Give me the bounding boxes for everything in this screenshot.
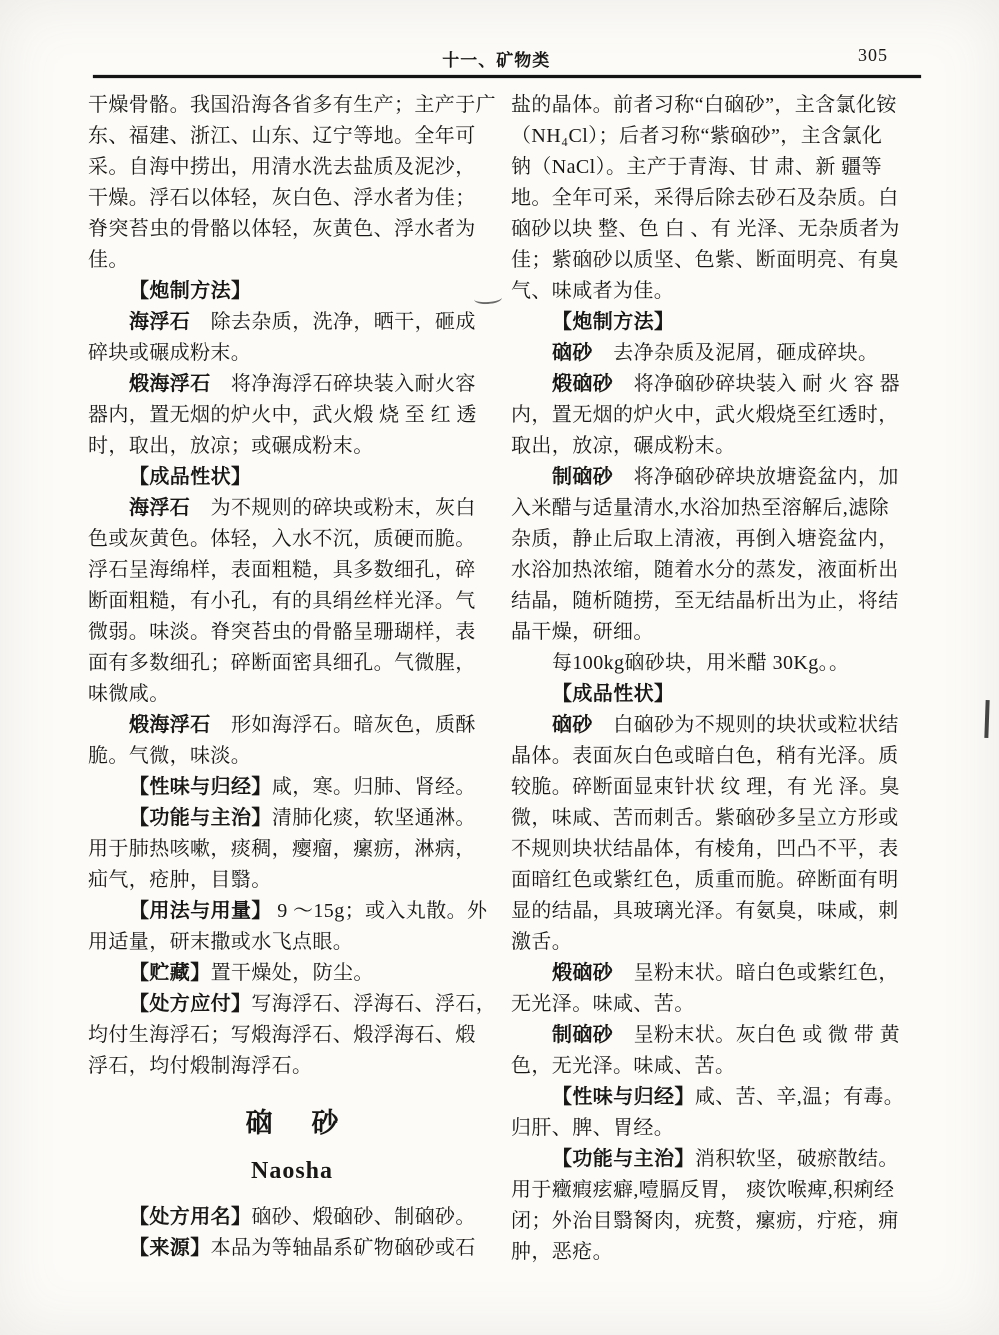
text-line: 面有多数细孔；碎断面密具细孔。气微腥， [88,652,476,674]
drug-name-heading: 硇 砂 [245,1108,345,1138]
text-line: 激舌。 [511,931,573,953]
page-number: 305 [858,45,888,65]
text-line: 【贮藏】置干燥处，防尘。 [129,962,374,984]
text-line: 疝气，疮肿，目翳。 [88,869,272,891]
text-line: 杂质，静止后取上清液，再倒入塘瓷盆内， [511,528,899,550]
text-line: 干燥。浮石以体轻，灰白色、浮水者为佳； [88,187,476,209]
text-line: 东、福建、浙江、山东、辽宁等地。全年可 [88,125,476,147]
text-line: 入米醋与适量清水,水浴加热至溶解后,滤除 [511,497,889,519]
text-line: 显的结晶，具玻璃光泽。有氨臭，味咸，刺 [511,900,899,922]
text-line: 【成品性状】 [129,466,252,488]
text-line: 煅海浮石 将净海浮石碎块装入耐火容 [129,373,476,395]
text-line: 浮石，均付煅制海浮石。 [88,1055,313,1077]
text-line: 内，置无烟的炉火中，武火煅烧至红透时， [511,404,899,426]
text-line: 肿，恶疮。 [511,1241,613,1263]
text-line: 干燥骨骼。我国沿海各省多有生产；主产于广 [88,94,496,116]
text-line: 【用法与用量】 9 ～15g；或入丸散。外 [129,900,488,922]
text-line: 较脆。碎断面显束针状 纹 理，有 光 泽。臭 [511,776,900,798]
text-line: 无光泽。味咸、苦。 [511,993,695,1015]
text-line: 盐的晶体。前者习称“白硇砂”，主含氯化铵 [511,94,897,116]
text-line: 味微咸。 [88,683,170,705]
text-line: 晶干燥，研细。 [511,621,654,643]
right-column [511,90,927,1268]
text-line: 断面粗糙，有小孔，有的具绢丝样光泽。气 [88,590,476,612]
text-line: 面暗红色或紫红色，质重而脆。碎断面有明 [511,869,899,891]
text-line: 色，无光泽。味咸、苦。 [511,1055,736,1077]
text-line: 微，味咸、苦而刺舌。紫硇砂多呈立方形或 [511,807,899,829]
text-line: 闭；外治目翳胬肉，疣赘，瘰疬，疔疮，痈 [511,1210,899,1232]
text-line: 【功能与主治】清肺化痰，软坚通淋。 [129,807,476,829]
text-line: 【处方用名】硇砂、煅硇砂、制硇砂。 [129,1206,476,1228]
text-line: 色或灰黄色。体轻，入水不沉，质硬而脆。 [88,528,476,550]
text-line: 佳；紫硇砂以质坚、色紫、断面明亮、有臭 [511,249,899,271]
text-line: 制硇砂 呈粉末状。灰白色 或 微 带 黄 [552,1024,901,1046]
text-line: 气、味咸者为佳。 [511,280,675,302]
text-line: 每100kg硇砂块，用米醋 30Kg。。 [552,652,850,674]
text-line: 【来源】本品为等轴晶系矿物硇砂或石 [129,1237,476,1259]
text-line: 微弱。味淡。脊突苔虫的骨骼呈珊瑚样，表 [88,621,476,643]
text-line: 晶体。表面灰白色或暗白色，稍有光泽。质 [511,745,899,767]
text-line: 制硇砂 将净硇砂碎块放塘瓷盆内，加 [552,466,899,488]
text-line: 器内，置无烟的炉火中，武火煅 烧 至 红 透 [88,404,477,426]
text-line: 地。全年可采，采得后除去砂石及杂质。白 [511,187,899,209]
text-line: 用于肺热咳嗽，痰稠，瘿瘤，瘰疬，淋病， [88,838,476,860]
text-line: 煅硇砂 将净硇砂碎块装入 耐 火 容 器 [552,373,901,395]
text-line: 【性味与归经】咸，寒。归肺、肾经。 [129,776,476,798]
text-line: 钠（NaCl）。主产于青海、甘 肃、新 疆等 [511,156,883,178]
text-line: 【性味与归经】咸、苦、辛,温；有毒。 [552,1086,905,1108]
margin-ink-tick [984,700,989,738]
text-line: 浮石呈海绵样，表面粗糙，具多数细孔，碎 [88,559,476,581]
text-line: 采。自海中捞出，用清水洗去盐质及泥沙， [88,156,476,178]
text-line: 归肝、脾、胃经。 [511,1117,675,1139]
text-line: 【成品性状】 [552,683,675,705]
text-line: 脊突苔虫的骨骼以体轻，灰黄色、浮水者为 [88,218,476,240]
text-line: （NH₄Cl）；后者习称“紫硇砂”，主含氯化 [511,125,883,147]
text-line: 不规则块状结晶体，有棱角，凹凸不平，表 [511,838,899,860]
text-line: 取出，放凉，碾成粉末。 [511,435,736,457]
pen-mark [474,292,503,305]
text-line: 煅硇砂 呈粉末状。暗白色或紫红色， [552,962,899,984]
text-line: 用适量，研末撒或水飞点眼。 [88,931,354,953]
text-line: 结晶，随析随捞，至无结晶析出为止，将结 [511,590,899,612]
text-line: 【炮制方法】 [129,280,252,302]
text-line: 碎块或碾成粉末。 [88,342,252,364]
text-line: 【功能与主治】消积软坚，破瘀散结。 [552,1148,899,1170]
text-line: 水浴加热浓缩，随着水分的蒸发，液面析出 [511,559,899,581]
drug-pinyin-heading: Naosha [250,1158,334,1184]
text-line: 硇砂以块 整、色 白 、有 光泽、无杂质者为 [511,218,900,240]
text-line: 海浮石 除去杂质，洗净，晒干，砸成 [129,311,476,333]
header-rule [93,75,921,78]
page-header-section-title: 十一、矿物类 [442,51,551,70]
text-line: 佳。 [88,249,129,271]
text-line: 用于癥瘕痃癖,噎膈反胃， 痰饮喉痺,积痢经 [511,1179,895,1201]
text-line: 海浮石 为不规则的碎块或粉末，灰白 [129,497,476,519]
text-line: 时，取出，放凉；或碾成粉末。 [88,435,374,457]
text-line: 脆。气微，味淡。 [88,745,252,767]
text-line: 【处方应付】写海浮石、浮海石、浮石， [129,993,497,1015]
text-line: 硇砂 去净杂质及泥屑，砸成碎块。 [552,342,879,364]
text-line: 均付生海浮石；写煅海浮石、煅浮海石、煅 [88,1024,476,1046]
text-line: 【炮制方法】 [552,311,675,333]
left-column [88,90,496,1264]
text-line: 硇砂 白硇砂为不规则的块状或粒状结 [552,714,899,736]
text-line: 煅海浮石 形如海浮石。暗灰色，质酥 [129,714,476,736]
